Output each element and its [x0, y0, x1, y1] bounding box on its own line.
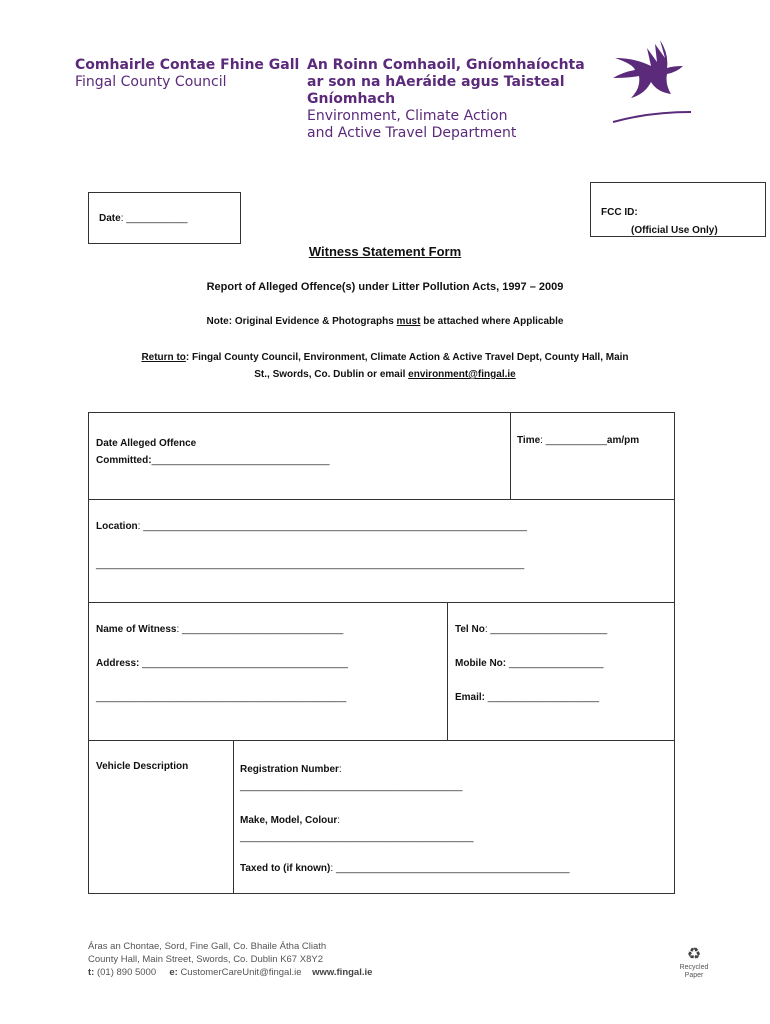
footer-web-link[interactable]: www.fingal.ie	[312, 967, 373, 978]
location-field[interactable]: Location: _____________________________________________________________________	[96, 521, 527, 532]
footer-email-link[interactable]: CustomerCareUnit@fingal.ie	[180, 967, 302, 978]
return-email-link[interactable]: environment@fingal.ie	[408, 369, 516, 380]
recycle-icon: ♻	[686, 946, 702, 963]
make-model-field[interactable]: Make, Model, Colour: __________________________________________	[240, 815, 474, 843]
registration-field[interactable]: Registration Number: ________________________________________	[240, 764, 463, 792]
evidence-note: Note: Original Evidence & Photographs must be attached where Applicable	[206, 316, 564, 327]
council-name-irish: Comhairle Contae Fhine Gall	[75, 57, 300, 73]
form-subtitle: Report of Alleged Offence(s) under Litter Pollution Acts, 1997 – 2009	[206, 281, 564, 293]
department-english-2: and Active Travel Department	[307, 125, 517, 141]
page-title: Witness Statement Form	[308, 244, 462, 259]
date-box	[88, 192, 241, 244]
date-offence-field[interactable]: Date Alleged Offence Committed:________________________________	[96, 438, 330, 466]
footer-contact: t: (01) 890 5000 e: CustomerCareUnit@fingal.ie www.fingal.ie	[88, 967, 373, 978]
date-field[interactable]: Date: ___________	[99, 213, 188, 224]
paper-label: Paper	[684, 972, 704, 979]
council-logo-icon	[605, 36, 695, 126]
vehicle-description-label: Vehicle Description	[96, 761, 189, 772]
council-name	[75, 57, 299, 91]
email-field[interactable]: Email: ____________________	[455, 692, 600, 703]
recycled-label: Recycled	[679, 964, 709, 971]
taxed-field[interactable]: Taxed to (if known): __________________________________________	[240, 863, 570, 874]
mobile-field[interactable]: Mobile No: _________________	[455, 658, 604, 669]
department-irish-1: An Roinn Comhaoil, Gníomhaíochta	[307, 57, 585, 73]
witness-form-table	[88, 412, 675, 894]
time-field[interactable]: Time: ___________am/pm	[517, 435, 640, 446]
return-to-instructions: Return to: Fingal County Council, Environment, Climate Action & Active Travel Dept, County Hall, Main St., Swords, Co. Dublin or email environment@fingal.ie	[141, 352, 629, 380]
recycled-badge	[672, 946, 716, 980]
address-field[interactable]: Address: _____________________________________	[96, 658, 348, 669]
department-irish-3: Gníomhach	[307, 91, 396, 107]
fcc-id-box	[590, 182, 766, 237]
footer-line-english: County Hall, Main Street, Swords, Co. Dublin K67 X8Y2	[88, 954, 323, 965]
fcc-id-label: FCC ID:	[601, 207, 638, 218]
location-field-line2[interactable]: _____________________________________________________________________________	[96, 559, 525, 570]
witness-name-field[interactable]: Name of Witness: _____________________________	[96, 624, 344, 635]
footer-address	[88, 940, 372, 979]
council-name-english: Fingal County Council	[75, 74, 227, 90]
footer-line-irish: Áras an Chontae, Sord, Fine Gall, Co. Bhaile Átha Cliath	[88, 941, 327, 952]
department-name	[307, 57, 585, 142]
fcc-id-note: (Official Use Only)	[631, 225, 718, 236]
department-irish-2: ar son na hAeráide agus Taisteal	[307, 74, 565, 90]
department-english-1: Environment, Climate Action	[307, 108, 508, 124]
tel-field[interactable]: Tel No: _____________________	[455, 624, 608, 635]
address-field-line2[interactable]: _____________________________________________	[96, 692, 347, 703]
